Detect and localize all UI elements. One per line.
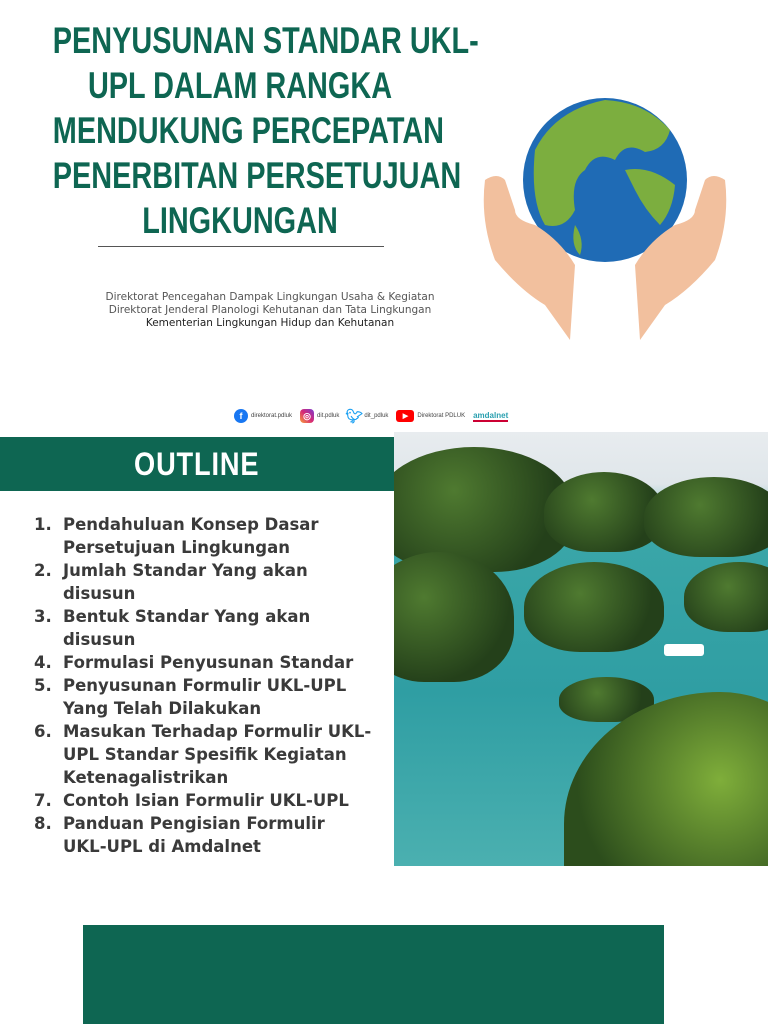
item-number: 3. [34, 607, 52, 626]
islands-photo [394, 432, 768, 866]
item-text: Jumlah Standar Yang akan disusun [63, 561, 308, 603]
list-item [34, 812, 374, 858]
globe-in-hands-illustration [475, 90, 735, 350]
item-number: 2. [34, 561, 52, 580]
item-text: Contoh Isian Formulir UKL-UPL [63, 791, 349, 810]
subtitle-line: Kementerian Lingkungan Hidup dan Kehutanan [145, 317, 395, 329]
item-text: Formulasi Penyusunan Standar [63, 653, 354, 672]
title-line: MENDUKUNG PERCEPATAN [52, 110, 445, 151]
item-number: 5. [34, 676, 52, 695]
item-number: 7. [34, 791, 52, 810]
subtitle-line: Direktorat Pencegahan Dampak Lingkungan Usaha & Kegiatan [105, 291, 435, 303]
title-divider [98, 246, 384, 247]
list-item [34, 674, 374, 720]
title-line: PENERBITAN PERSETUJUAN [52, 155, 462, 196]
instagram-icon: ◎ [300, 409, 314, 423]
item-text: Panduan Pengisian Formulir UKL-UPL di Amdalnet [63, 814, 325, 856]
item-text: Penyusunan Formulir UKL-UPL Yang Telah Dilakukan [63, 676, 347, 718]
subtitle [60, 291, 480, 330]
instagram-handle: dit.pdluk [317, 413, 340, 419]
item-text: Masukan Terhadap Formulir UKL-UPL Standar Spesifik Kegiatan Ketenagalistrikan [63, 722, 372, 787]
instagram-link[interactable] [300, 409, 339, 423]
youtube-handle: Direktorat PDLUK [417, 413, 466, 419]
facebook-handle: direktorat.pdluk [251, 413, 293, 419]
footer-band [83, 925, 664, 1024]
subtitle-line: Direktorat Jenderal Planologi Kehutanan dan Tata Lingkungan [108, 304, 432, 316]
title-line: UPL DALAM RANGKA [87, 65, 393, 106]
facebook-icon: f [234, 409, 248, 423]
document-title [0, 18, 480, 243]
list-item [34, 720, 374, 789]
youtube-link[interactable] [396, 410, 465, 422]
title-line: LINGKUNGAN [142, 200, 338, 241]
list-item [34, 513, 374, 559]
item-number: 8. [34, 814, 52, 833]
twitter-icon: 🐦︎ [345, 407, 364, 424]
title-line: PENYUSUNAN STANDAR UKL- [52, 20, 479, 61]
list-item [34, 789, 374, 812]
list-item [34, 559, 374, 605]
item-text: Bentuk Standar Yang akan disusun [63, 607, 311, 649]
twitter-link[interactable] [347, 409, 388, 423]
item-text: Pendahuluan Konsep Dasar Persetujuan Lingkungan [63, 515, 319, 557]
list-item [34, 651, 374, 674]
amdalnet-logo [473, 411, 508, 422]
item-number: 1. [34, 515, 52, 534]
outline-heading: OUTLINE [134, 446, 260, 482]
youtube-icon: ▶ [396, 410, 414, 422]
facebook-link[interactable] [234, 409, 292, 423]
social-links [234, 409, 508, 423]
item-number: 4. [34, 653, 52, 672]
outline-header [0, 437, 394, 491]
item-number: 6. [34, 722, 52, 741]
amdalnet-logo-text: amdalnet [473, 410, 509, 420]
outline-list [34, 513, 374, 858]
list-item [34, 605, 374, 651]
twitter-handle: dit_pdluk [364, 413, 389, 419]
